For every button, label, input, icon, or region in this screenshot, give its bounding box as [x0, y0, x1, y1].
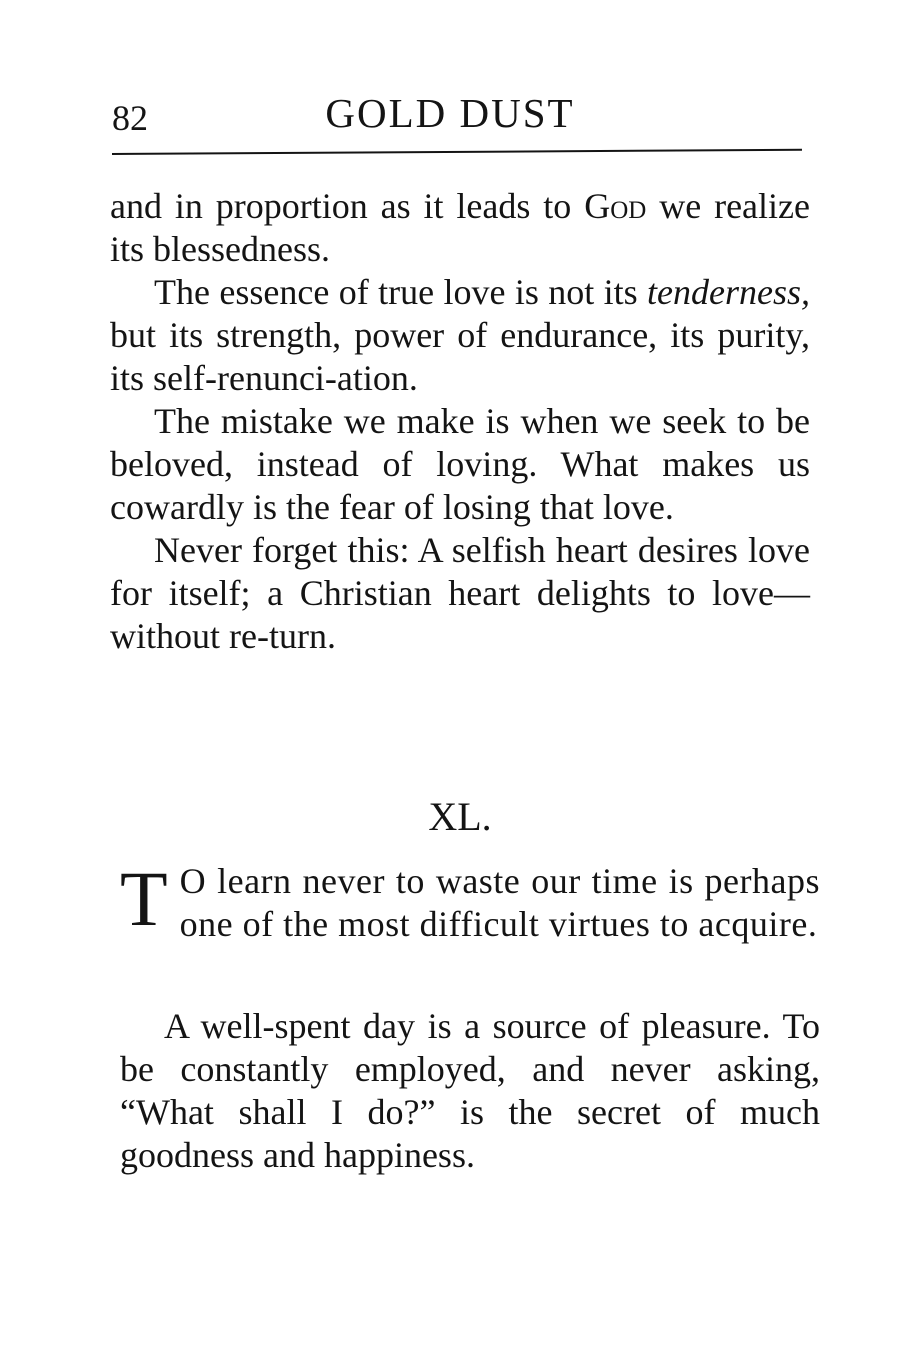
paragraph-3: The mistake we make is when we seek to be beloved, instead of loving. What makes us cowardly is the fear of losing that love.: [110, 401, 810, 527]
paragraph-1-start: and in proportion as it leads to: [110, 186, 585, 226]
section-numeral: XL.: [428, 794, 492, 839]
section-paragraph-2: A well-spent day is a source of pleasure. To be constantly employed, and never asking, “What shall I do?” is the secret of much goodness and happiness.: [120, 1006, 820, 1175]
header-rule: [112, 149, 802, 155]
paragraph-4: Never forget this: A selfish heart desires love for itself; a Christian heart delights to love—without re-turn.: [110, 530, 810, 656]
running-title: GOLD DUST: [325, 90, 575, 136]
paragraph-2-start: The essence of true love is not its: [154, 272, 648, 312]
paragraph-2-end: but its strength, power of endurance, its purity, its self-renunci-ation.: [110, 315, 810, 398]
section-opening-paragraph: [120, 855, 820, 946]
page-number: 82: [112, 98, 148, 138]
section-text: [120, 1005, 820, 1177]
opening-text: O learn never to waste our time is perhaps one of the most difficult virtues to acquire.: [179, 861, 820, 944]
paragraph-2: [110, 271, 810, 400]
paragraph-2-emphasis: tenderness,: [647, 272, 810, 312]
divine-name: God: [584, 186, 647, 226]
paragraph-1: [110, 185, 810, 271]
chapter-text: [110, 185, 810, 658]
paragraph-1-end: we realize its blessedness.: [110, 186, 810, 269]
drop-cap: T: [120, 855, 168, 942]
